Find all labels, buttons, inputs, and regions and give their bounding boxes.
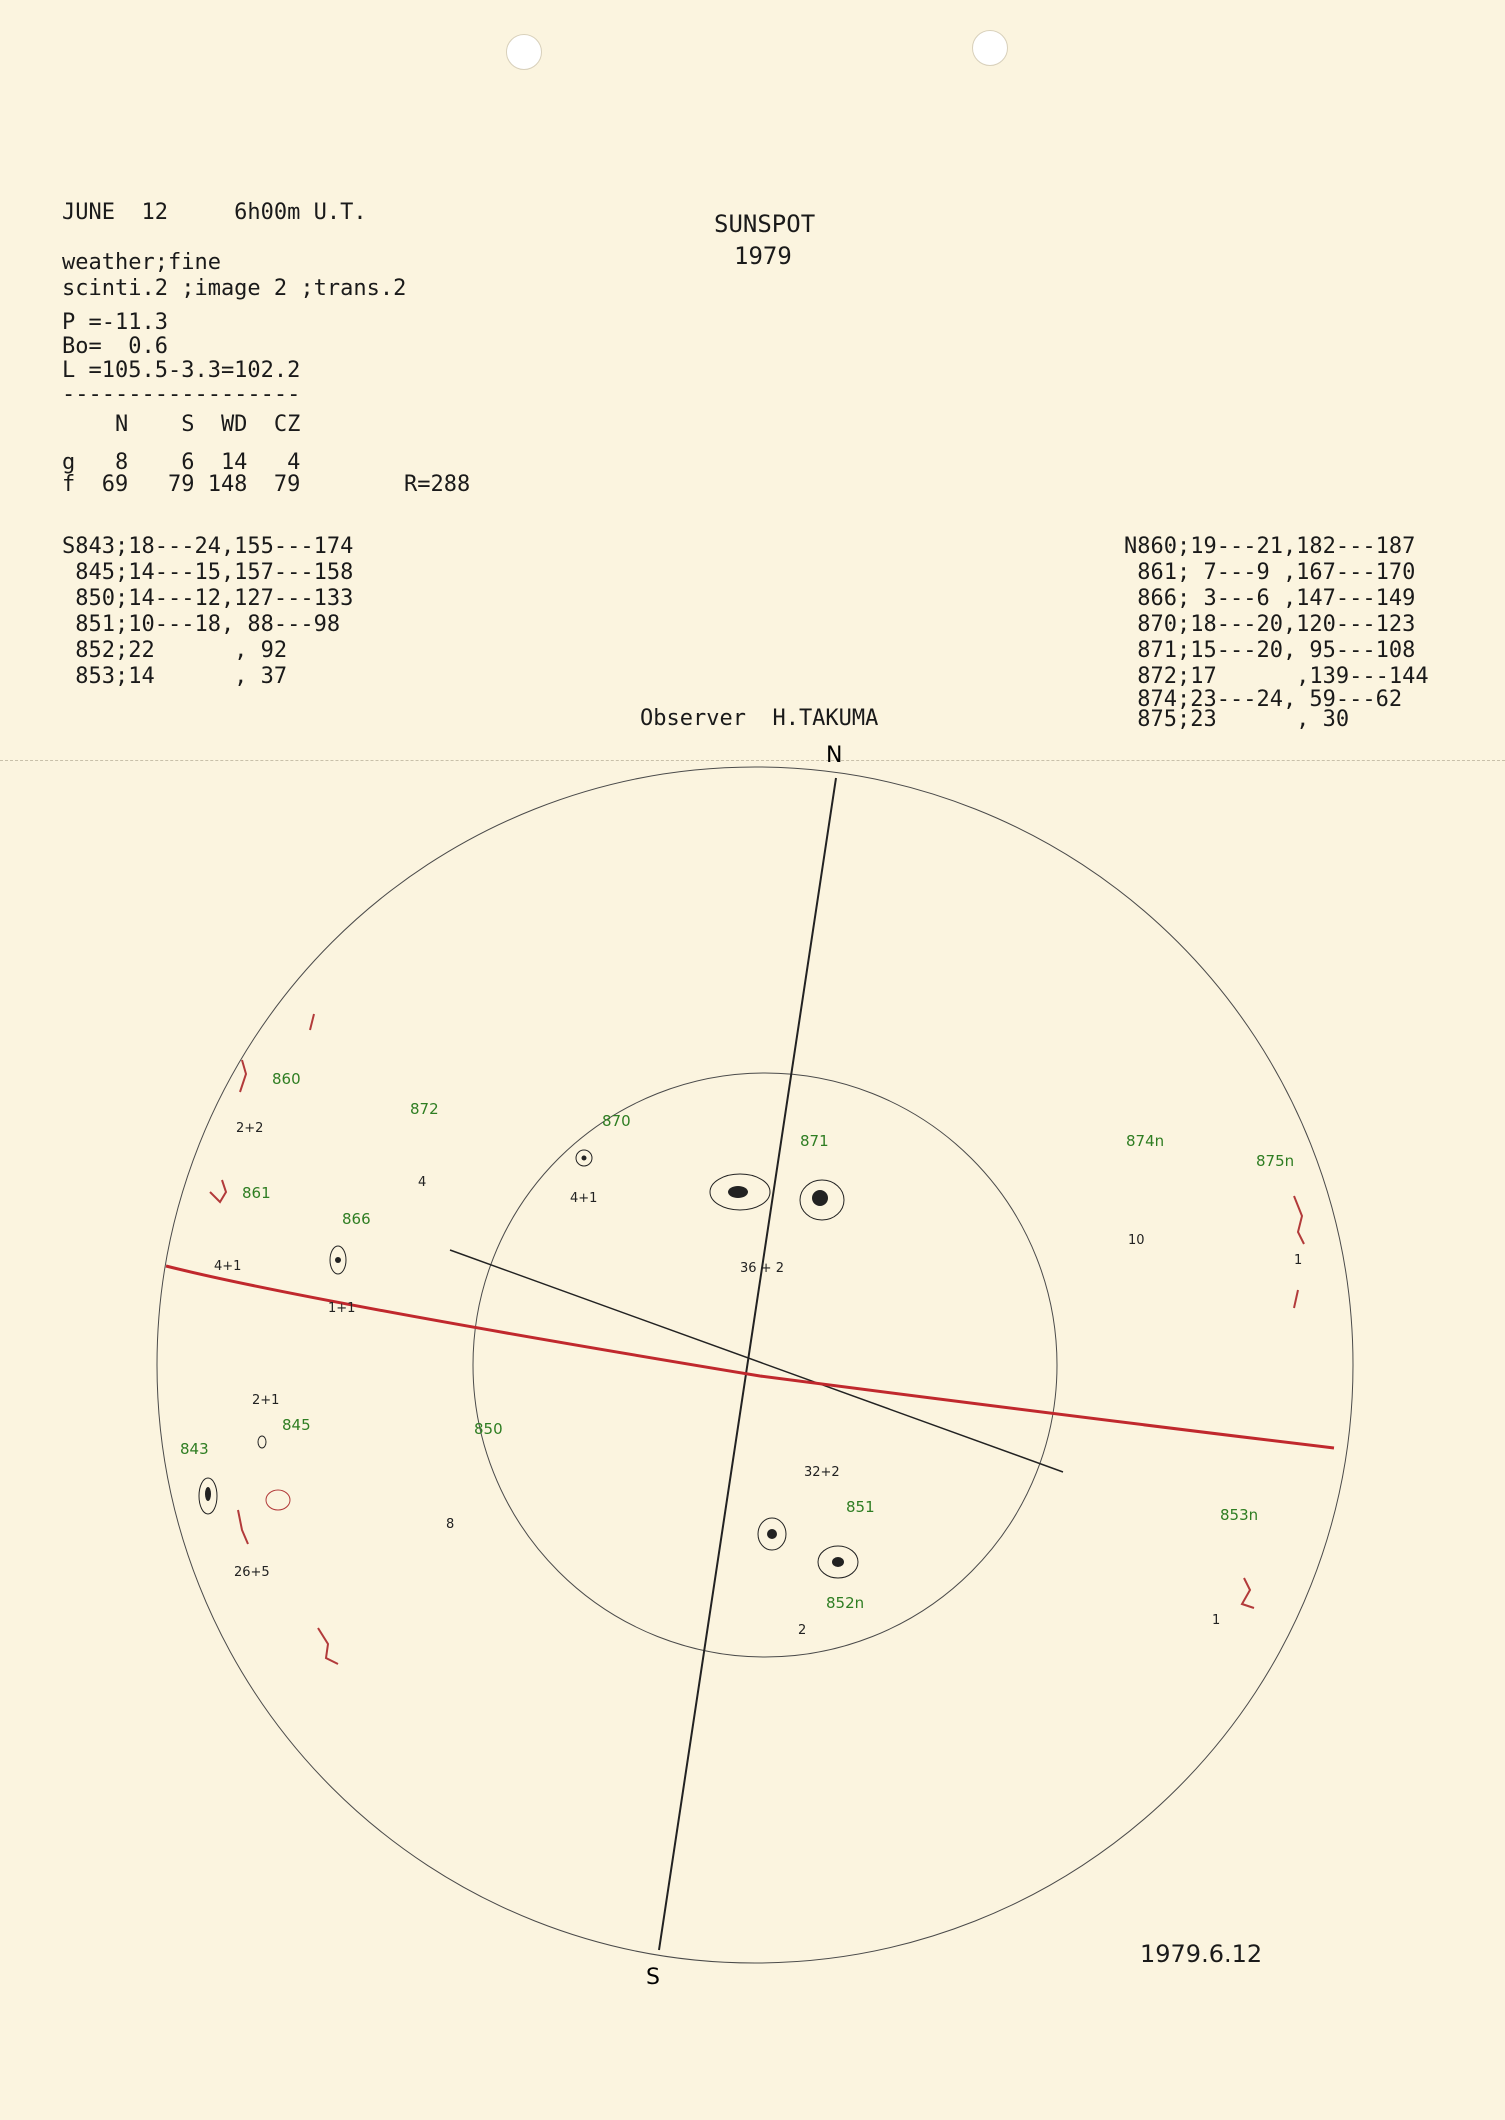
spot-group-851 xyxy=(758,1518,858,1578)
spot-count-875: 1 xyxy=(1294,1253,1303,1268)
spot-group-843 xyxy=(199,1478,290,1514)
observer-line: Observer H.TAKUMA xyxy=(640,706,879,731)
group-label-861: 861 xyxy=(242,1184,271,1202)
east-west-line xyxy=(450,1250,1063,1472)
central-zone-circle xyxy=(473,1073,1057,1657)
counts-f-row: f 69 79 148 79 xyxy=(62,472,301,497)
group-label-870: 870 xyxy=(602,1112,631,1130)
list-item: 852;22 , 92 xyxy=(62,638,288,663)
spot-umbra xyxy=(812,1190,828,1206)
seeing-line: scinti.2 ;image 2 ;trans.2 xyxy=(62,276,407,301)
list-item: 871;15---20, 95---108 xyxy=(1124,638,1416,663)
list-item: S843;18---24,155---174 xyxy=(62,534,354,559)
spot-count-860: 2+2 xyxy=(236,1121,264,1136)
group-label-871: 871 xyxy=(800,1132,829,1150)
spot-count-872: 4 xyxy=(418,1175,427,1190)
faculae-marks xyxy=(210,1014,1304,1664)
list-item: 870;18---20,120---123 xyxy=(1124,612,1416,637)
solar-equator-line xyxy=(166,1266,1334,1448)
group-label-853: 853n xyxy=(1220,1506,1259,1524)
spot-group-870 xyxy=(576,1150,592,1166)
list-item: 851;10---18, 88---98 xyxy=(62,612,341,637)
counts-g-row: g 8 6 14 4 xyxy=(62,450,301,475)
p-angle-line: P =-11.3 xyxy=(62,310,168,335)
spot-umbra xyxy=(728,1186,748,1198)
solar-limb xyxy=(157,767,1353,1963)
group-label-852: 852n xyxy=(826,1594,865,1612)
group-label-851: 851 xyxy=(846,1498,875,1516)
spot-count-874: 10 xyxy=(1128,1233,1145,1248)
spot-umbra xyxy=(335,1257,341,1263)
bo-line: Bo= 0.6 xyxy=(62,334,168,359)
spot-count-851: 32+2 xyxy=(804,1465,840,1480)
spot-count-843: 26+5 xyxy=(234,1565,270,1580)
facula-mark xyxy=(240,1060,246,1092)
spot-umbra xyxy=(582,1156,587,1161)
facula-mark xyxy=(1294,1196,1304,1244)
counts-header: N S WD CZ xyxy=(62,412,301,437)
sheet-title: SUNSPOT xyxy=(714,210,816,238)
facula-mark xyxy=(1242,1578,1254,1608)
spot-umbra xyxy=(205,1487,211,1501)
list-item: 850;14---12,127---133 xyxy=(62,586,354,611)
dash-rule: ------------------ xyxy=(62,382,301,407)
spot-count-845: 2+1 xyxy=(252,1393,280,1408)
facula-mark xyxy=(318,1628,338,1664)
relative-number: R=288 xyxy=(404,472,471,497)
sheet-year: 1979 xyxy=(734,242,792,270)
list-item: N860;19---21,182---187 xyxy=(1124,534,1416,559)
spot-count-870: 4+1 xyxy=(570,1191,598,1206)
north-mark: N xyxy=(826,743,843,768)
spot-umbra xyxy=(832,1557,844,1567)
group-label-875: 875n xyxy=(1256,1152,1295,1170)
south-mark: S xyxy=(646,1965,660,1990)
facula-mark xyxy=(210,1180,226,1202)
spot-penumbra xyxy=(258,1436,266,1448)
spot-count-853: 1 xyxy=(1212,1613,1221,1628)
spot-group-866 xyxy=(330,1246,346,1274)
facula-mark xyxy=(1294,1290,1298,1308)
list-item: 853;14 , 37 xyxy=(62,664,288,689)
spot-group-845 xyxy=(258,1436,266,1448)
group-label-843: 843 xyxy=(180,1440,209,1458)
spot-count-850: 8 xyxy=(446,1517,455,1532)
facula-mark xyxy=(238,1510,248,1544)
group-label-845: 845 xyxy=(282,1416,311,1434)
group-label-872: 872 xyxy=(410,1100,439,1118)
list-item: 872;17 ,139---144 xyxy=(1124,664,1429,689)
group-label-850: 850 xyxy=(474,1420,503,1438)
group-label-860: 860 xyxy=(272,1070,301,1088)
spot-umbra xyxy=(767,1529,777,1539)
list-item: 866; 3---6 ,147---149 xyxy=(1124,586,1416,611)
facula-mark xyxy=(310,1014,314,1030)
spot-count-866: 1+1 xyxy=(328,1301,356,1316)
footer-date: 1979.6.12 xyxy=(1140,1940,1263,1968)
list-item: 845;14---15,157---158 xyxy=(62,560,354,585)
list-item: 861; 7---9 ,167---170 xyxy=(1124,560,1416,585)
spot-group-871 xyxy=(710,1174,844,1220)
group-label-866: 866 xyxy=(342,1210,371,1228)
l-line: L =105.5-3.3=102.2 xyxy=(62,358,301,383)
date-time-line: JUNE 12 6h00m U.T. xyxy=(62,200,367,225)
spot-count-871: 36 + 2 xyxy=(740,1261,784,1276)
group-label-874: 874n xyxy=(1126,1132,1165,1150)
spot-penumbra xyxy=(266,1490,290,1510)
weather-line: weather;fine xyxy=(62,250,221,275)
spot-count-861: 4+1 xyxy=(214,1259,242,1274)
list-item: 875;23 , 30 xyxy=(1124,707,1350,732)
spot-count-852: 2 xyxy=(798,1623,807,1638)
list-item: 874;23---24, 59---62 xyxy=(1124,687,1403,712)
